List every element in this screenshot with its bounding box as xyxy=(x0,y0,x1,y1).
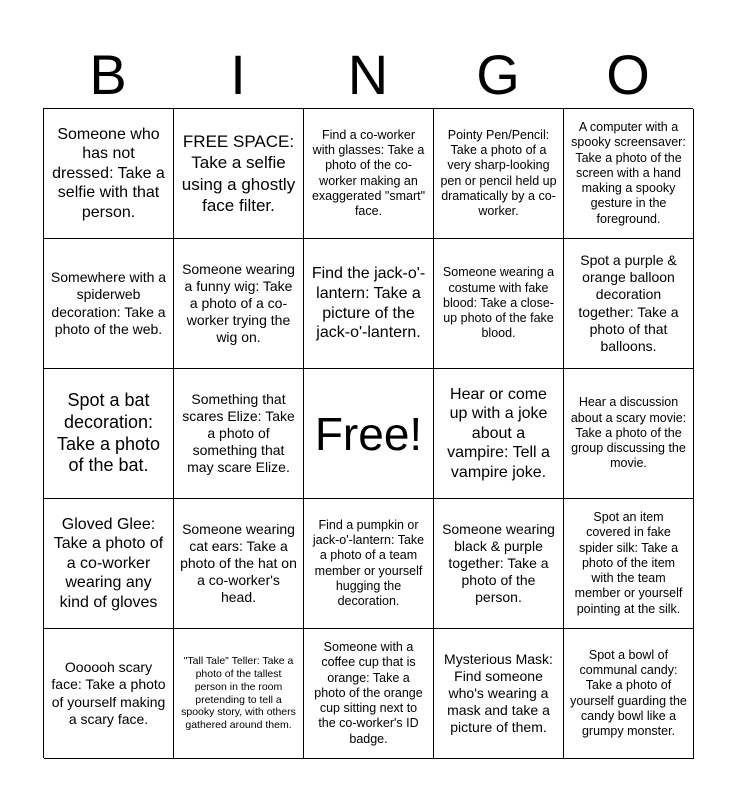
bingo-board xyxy=(43,108,693,758)
bingo-cell[interactable]: Someone wearing a costume with fake blood: Take a close-up photo of the fake blood. xyxy=(434,239,564,369)
bingo-cell[interactable]: Somewhere with a spiderweb decoration: Take a photo of the web. xyxy=(44,239,174,369)
bingo-cell[interactable]: Someone who has not dressed: Take a selfie with that person. xyxy=(44,109,174,239)
bingo-cell[interactable]: Spot a bat decoration: Take a photo of the bat. xyxy=(44,369,174,499)
bingo-cell[interactable]: Someone wearing a funny wig: Take a photo of a co-worker trying the wig on. xyxy=(174,239,304,369)
bingo-cell[interactable]: Find a pumpkin or jack-o'-lantern: Take a photo of a team member or yourself hugging the decoration. xyxy=(304,499,434,629)
bingo-cell[interactable]: Find the jack-o'-lantern: Take a picture of the jack-o'-lantern. xyxy=(304,239,434,369)
bingo-cell[interactable]: Pointy Pen/Pencil: Take a photo of a very sharp-looking pen or pencil held up dramatically by a co-worker. xyxy=(434,109,564,239)
header-letter-g: G xyxy=(476,43,520,106)
bingo-cell[interactable]: Spot an item covered in fake spider silk: Take a photo of the item with the team member or yourself pointing at the silk. xyxy=(564,499,694,629)
bingo-cell[interactable]: Oooooh scary face: Take a photo of yourself making a scary face. xyxy=(44,629,174,759)
bingo-cell[interactable]: Find a co-worker with glasses: Take a photo of the co-worker making an exaggerated "smart" face. xyxy=(304,109,434,239)
bingo-cell[interactable]: Spot a bowl of communal candy: Take a photo of yourself guarding the candy bowl like a grumpy monster. xyxy=(564,629,694,759)
bingo-cell[interactable]: "Tall Tale" Teller: Take a photo of the tallest person in the room pretending to tell a spooky story, with others gathered around them. xyxy=(174,629,304,759)
bingo-cell[interactable]: Something that scares Elize: Take a photo of something that may scare Elize. xyxy=(174,369,304,499)
bingo-cell[interactable]: FREE SPACE: Take a selfie using a ghostly face filter. xyxy=(174,109,304,239)
bingo-cell[interactable]: Someone with a coffee cup that is orange: Take a photo of the orange cup sitting next to the co-worker's ID badge. xyxy=(304,629,434,759)
bingo-cell[interactable]: Spot a purple & orange balloon decoration together: Take a photo of that balloons. xyxy=(564,239,694,369)
bingo-cell[interactable]: Someone wearing black & purple together: Take a photo of the person. xyxy=(434,499,564,629)
bingo-cell[interactable]: Someone wearing cat ears: Take a photo of the hat on a co-worker's head. xyxy=(174,499,304,629)
free-space-cell[interactable]: Free! xyxy=(304,369,434,499)
header-letter-b: B xyxy=(89,43,127,106)
bingo-cell[interactable]: Hear or come up with a joke about a vampire: Tell a vampire joke. xyxy=(434,369,564,499)
bingo-header xyxy=(43,42,693,108)
bingo-cell[interactable]: Gloved Glee: Take a photo of a co-worker wearing any kind of gloves xyxy=(44,499,174,629)
header-letter-n: N xyxy=(347,43,389,106)
bingo-cell[interactable]: Mysterious Mask: Find someone who's wearing a mask and take a picture of them. xyxy=(434,629,564,759)
bingo-cell[interactable]: A computer with a spooky screensaver: Take a photo of the screen with a hand making a spooky gesture in the foreground. xyxy=(564,109,694,239)
bingo-cell[interactable]: Hear a discussion about a scary movie: Take a photo of the group discussing the movie. xyxy=(564,369,694,499)
header-letter-i: I xyxy=(230,43,246,106)
header-letter-o: O xyxy=(606,43,650,106)
